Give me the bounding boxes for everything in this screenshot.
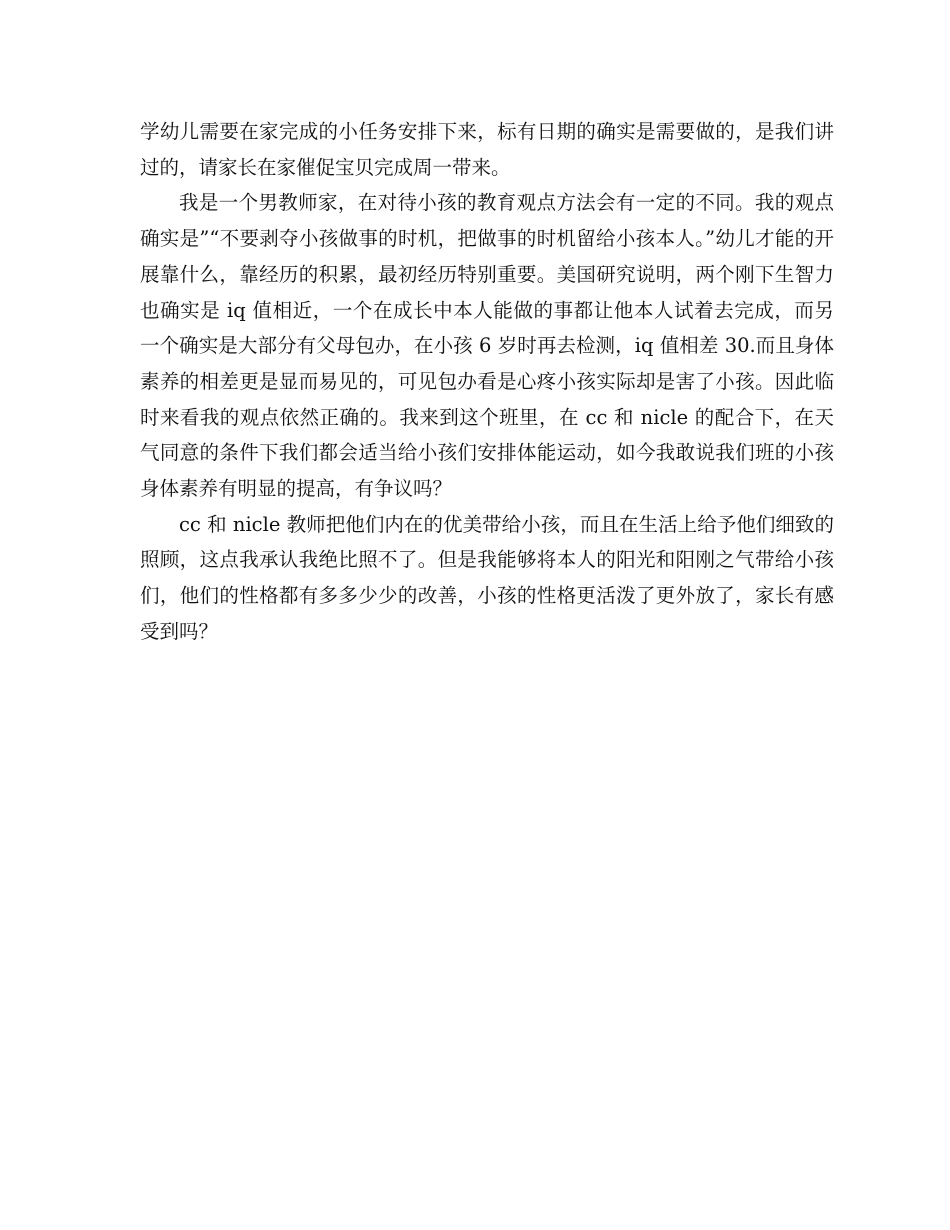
document-body (140, 114, 834, 650)
paragraph-teacher-viewpoint: 我是一个男教师家，在对待小孩的教育观点方法会有一定的不同。我的观点确实是”“不要剥夺小孩做事的时机，把做事的时机留给小孩本人。”幼儿才能的开展靠什么，靠经历的积累，最初经历特别重要。美国研究说明，两个刚下生智力也确实是 iq 值相近，一个在成长中本人能做的事都让他本人试着去完成，而另一个确实是大部分有父母包办，在小孩 6 岁时再去检测，iq 值相差 30.而且身体素养的相差更是显而易见的，可见包办看是心疼小孩实际却是害了小孩。因此临时来看我的观点依然正确的。我来到这个班里，在 cc 和 nicle 的配合下，在天气同意的条件下我们都会适当给小孩们安排体能运动，如今我敢说我们班的小孩身体素养有明显的提高，有争议吗？ (140, 191, 834, 501)
paragraph-teacher-contribution: cc 和 nicle 教师把他们内在的优美带给小孩，而且在生活上给予他们细致的照顾，这点我承认我绝比照不了。但是我能够将本人的阳光和阳刚之气带给小孩们，他们的性格都有多多少少的改善，小孩的性格更活泼了更外放了，家长有感受到吗？ (140, 512, 834, 643)
paragraph-continuation: 学幼儿需要在家完成的小任务安排下来，标有日期的确实是需要做的，是我们讲过的，请家长在家催促宝贝完成周一带来。 (140, 120, 834, 179)
